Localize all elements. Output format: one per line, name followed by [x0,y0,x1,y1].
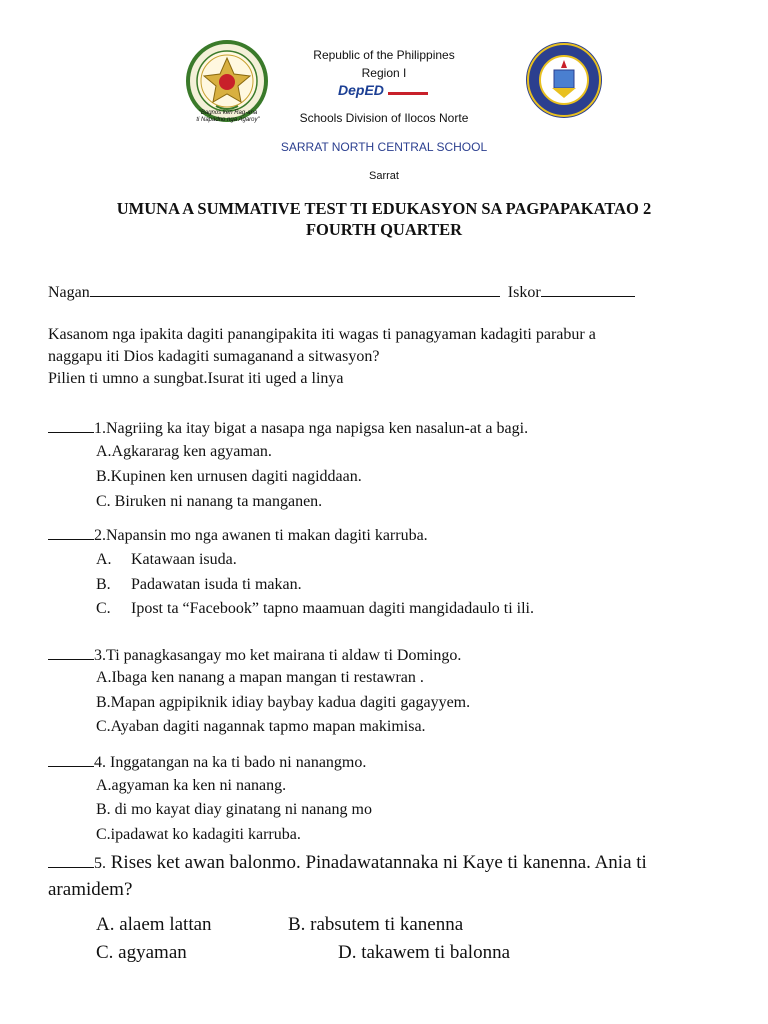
question-2 [48,525,428,545]
instructions-line-1: Kasanom nga ipakita dagiti panangipakita iti wagas ti panagyaman kadagiti parabur a [48,326,596,343]
score-field-line[interactable] [541,282,635,297]
instructions-line-3: Pilien ti umno a sungbat.Isurat iti uged a linya [48,370,344,387]
question-5-option-c: C. agyaman [96,942,187,963]
header-region: Region I [361,66,407,80]
question-1 [48,418,528,438]
answer-blank-5[interactable] [48,851,94,868]
name-score-row [48,282,728,304]
question-1-stem: 1.Nagriing ka itay bigat a nasapa nga napigsa ken nasalun-at a bagi. [94,420,529,437]
option-text: Katawaan isuda. [131,551,237,568]
answer-blank-3[interactable] [48,645,94,660]
question-2-option-c [96,600,534,618]
question-3-stem: 3.Ti panagkasangay mo ket mairana ti aldaw ti Domingo. [94,647,462,664]
question-2-option-a [96,551,237,569]
deped-logo [338,82,430,98]
option-letter: C. [96,600,111,617]
deped-wordmark-icon [338,82,430,98]
option-letter: B. [96,576,111,593]
instructions-line-2: naggapu iti Dios kadagiti sumaganand a sitwasyon? [48,348,380,365]
question-1-option-b: B.Kupinen ken urnusen dagiti nagiddaan. [96,468,362,485]
option-text: Ipost ta “Facebook” tapno maamuan dagiti mangidadaulo ti ili. [131,600,534,617]
question-2-stem: 2.Napansin mo nga awanen ti makan dagiti karruba. [94,527,428,544]
header-republic: Republic of the Philippines [313,48,455,62]
question-1-option-a: A.Agkararag ken agyaman. [96,443,272,460]
question-4-option-a: A.agyaman ka ken ni nanang. [96,777,287,794]
question-3 [48,645,461,665]
question-5-option-a: A. alaem lattan [96,914,212,935]
question-2-option-b [96,576,302,594]
question-5-option-b: B. rabsutem ti kanenna [288,914,464,935]
question-5-option-d: D. takawem ti balonna [338,942,511,963]
seal-motto-line-1: "Bagnos ken Rag-ana [198,110,258,116]
answer-blank-2[interactable] [48,525,94,540]
question-3-option-a: A.Ibaga ken nanang a mapan mangan ti restawran . [96,669,424,686]
question-5-stem-line-1: Rises ket awan balonmo. Pinadawatannaka ni Kaye ti kanenna. Ania ti [106,852,647,873]
instructions-block [48,324,738,390]
question-1-option-c: C. Biruken ni nanang ta manganen. [96,493,323,510]
header-school-name: SARRAT NORTH CENTRAL SCHOOL [280,140,488,154]
question-4-option-b: B. di mo kayat diay ginatang ni nanang mo [96,801,372,818]
question-5 [48,850,748,903]
header-division: Schools Division of Ilocos Norte [299,111,469,125]
svg-text:DepED: DepED [338,82,384,98]
question-4-stem: 4. Inggatangan na ka ti bado ni nanangmo. [94,754,367,771]
option-letter: A. [96,551,112,568]
question-3-option-b: B.Mapan agpipiknik idiay baybay kadua dagiti gagayyem. [96,694,471,711]
score-label: Iskor [507,284,541,301]
question-5-line-1 [48,850,748,877]
question-4-option-c: C.ipadawat ko kadagiti karruba. [96,826,301,843]
question-3-option-c: C.Ayaban dagiti nagannak tapmo mapan makimisa. [96,718,426,735]
answer-blank-1[interactable] [48,418,94,433]
question-4 [48,752,366,772]
test-title-line-2: FOURTH QUARTER [305,220,463,239]
option-text: Padawatan isuda ti makan. [131,576,302,593]
answer-blank-4[interactable] [48,752,94,767]
test-title-line-1: UMUNA A SUMMATIVE TEST TI EDUKASYON SA PAGPAPAKATAO 2 [116,199,652,218]
header-town: Sarrat [369,170,399,182]
question-5-stem-line-2: aramidem? [48,879,133,900]
name-field-line[interactable] [90,282,500,297]
name-label: Nagan [48,284,90,301]
question-5-number: 5. [94,855,106,872]
seal-motto-line-2: ti Napadno nga Agaroy" [196,117,260,123]
